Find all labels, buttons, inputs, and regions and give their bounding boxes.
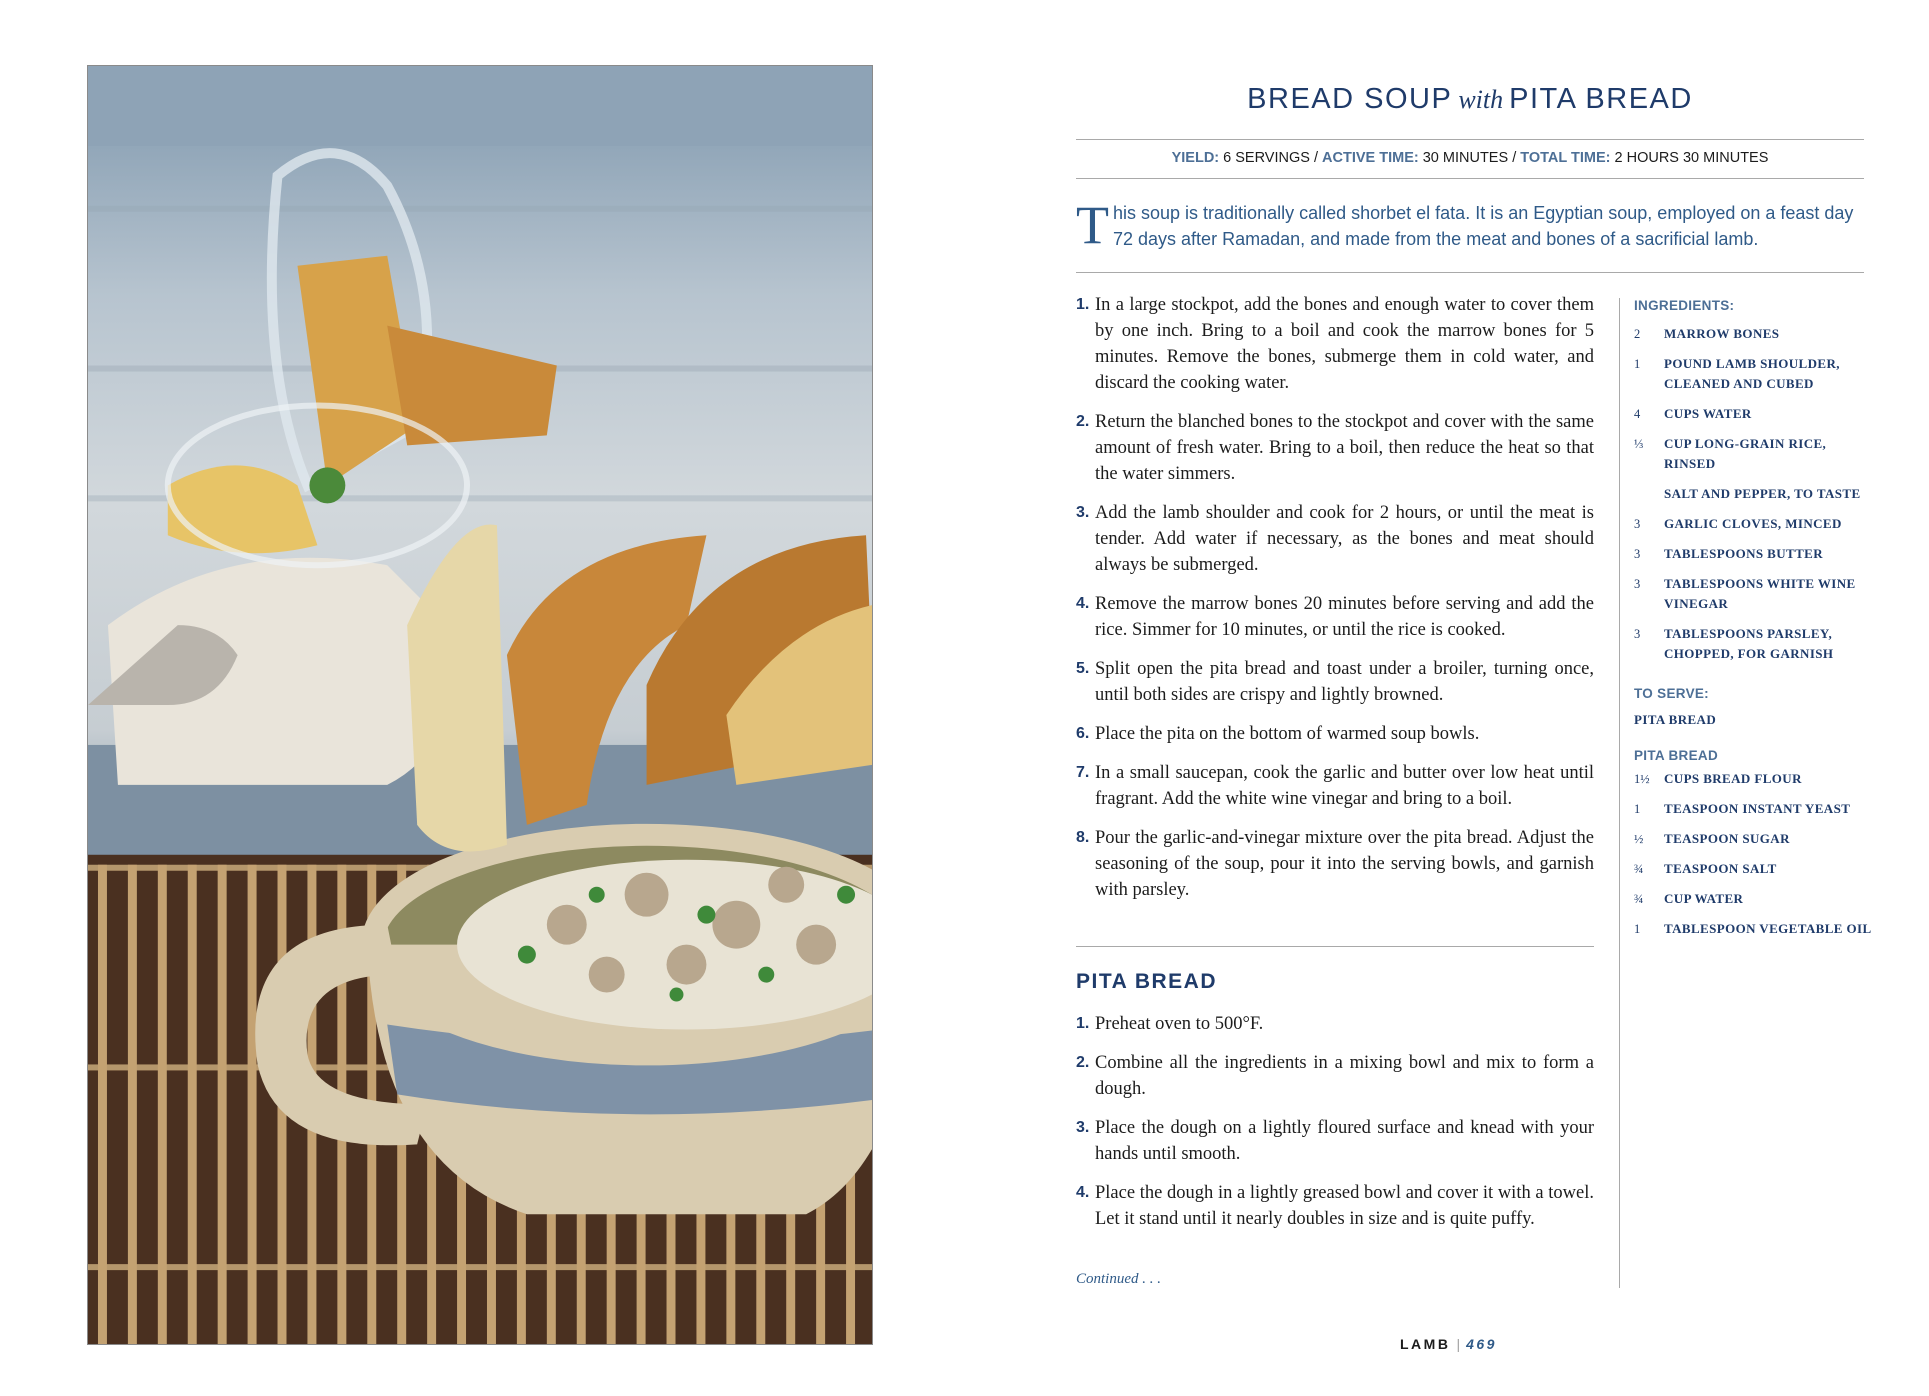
recipe-meta: [1076, 150, 1864, 166]
step-text: Remove the marrow bones 20 minutes before serving and add the rice. Simmer for 10 minutes, or until the rice is cooked.: [1095, 594, 1594, 640]
step-text: Place the dough in a lightly greased bowl and cover it with a towel. Let it stand until it nearly doubles in size and is quite puffy.: [1095, 1183, 1594, 1229]
step-text: Place the pita on the bottom of warmed soup bowls.: [1095, 724, 1480, 744]
ingredient-text: CUPS BREAD FLOUR: [1664, 771, 1802, 786]
ingredient-qty: 1: [1634, 357, 1641, 371]
ingredient-qty: 1: [1634, 922, 1641, 936]
intro-rule: [1076, 272, 1864, 273]
to-serve-heading: TO SERVE:: [1634, 686, 1709, 701]
step-text: Place the dough on a lightly floured surface and knead with your hands until smooth.: [1095, 1118, 1594, 1164]
pita-ingredients-list: [1634, 769, 1874, 939]
step-text: In a small saucepan, cook the garlic and butter over low heat until fragrant. Add the white wine vinegar and bring to a boil.: [1095, 763, 1594, 809]
step-item: [1076, 1050, 1594, 1102]
ingredient-qty: 2: [1634, 327, 1641, 341]
step-item: [1076, 500, 1594, 578]
step-text: Add the lamb shoulder and cook for 2 hours, or until the meat is tender. Add water if necessary, as the bones and meat should always be submerged.: [1095, 503, 1594, 575]
ingredient-qty: 4: [1634, 407, 1641, 421]
ingredient-text: TABLESPOONS BUTTER: [1664, 546, 1824, 561]
ingredient-qty: 3: [1634, 517, 1641, 531]
pita-ingredients-heading: PITA BREAD: [1634, 748, 1718, 763]
ingredient-item: [1634, 484, 1874, 504]
title-rule: [1076, 139, 1864, 140]
ingredients-heading: INGREDIENTS:: [1634, 298, 1735, 313]
ingredient-item: [1634, 434, 1874, 474]
step-number: 1.: [1076, 1015, 1090, 1032]
step-item: [1076, 292, 1594, 396]
ingredient-text: TEASPOON SALT: [1664, 861, 1777, 876]
step-item: [1076, 656, 1594, 708]
yield-value: 6 SERVINGS: [1223, 150, 1310, 166]
step-number: 7.: [1076, 764, 1090, 781]
step-item: [1076, 1115, 1594, 1167]
recipe-title: [1076, 83, 1864, 116]
ingredient-item: [1634, 919, 1874, 939]
step-item: [1076, 760, 1594, 812]
step-text: Return the blanched bones to the stockpot and cover with the same amount of fresh water. Bring to a boil, then reduce the heat so that the water simmers.: [1095, 412, 1594, 484]
step-number: 4.: [1076, 1184, 1090, 1201]
step-number: 6.: [1076, 725, 1090, 742]
ingredient-item: [1634, 574, 1874, 614]
pita-section-title: PITA BREAD: [1076, 970, 1217, 993]
step-number: 1.: [1076, 296, 1090, 313]
ingredient-qty: ½: [1634, 832, 1644, 846]
meta-rule: [1076, 178, 1864, 179]
meta-separator: /: [1512, 150, 1517, 166]
ingredient-item: [1634, 324, 1874, 344]
ingredient-text: TABLESPOONS PARSLEY, CHOPPED, FOR GARNISH: [1664, 626, 1834, 661]
ingredient-text: TABLESPOON VEGETABLE OIL: [1664, 921, 1872, 936]
step-text: In a large stockpot, add the bones and enough water to cover them by one inch. Bring to a boil and cook the marrow bones for 5 minutes. Remove the bones, submerge them in cold water, and discard the cooking water.: [1095, 295, 1594, 393]
ingredient-text: CUPS WATER: [1664, 406, 1752, 421]
column-divider: [1619, 298, 1620, 1288]
step-number: 3.: [1076, 504, 1090, 521]
ingredient-item: [1634, 889, 1874, 909]
step-item: [1076, 1180, 1594, 1232]
meta-separator: /: [1313, 150, 1318, 166]
ingredient-qty: ¾: [1634, 892, 1644, 906]
recipe-photo: [87, 65, 873, 1345]
soup-steps: [1076, 292, 1594, 916]
page-footer: [1400, 1336, 1497, 1352]
step-number: 5.: [1076, 660, 1090, 677]
ingredient-text: MARROW BONES: [1664, 326, 1780, 341]
ingredient-qty: ⅓: [1634, 437, 1644, 451]
step-item: [1076, 825, 1594, 903]
ingredient-text: CUP WATER: [1664, 891, 1744, 906]
step-item: [1076, 1011, 1594, 1037]
ingredient-item: [1634, 829, 1874, 849]
ingredient-text: SALT AND PEPPER, TO TASTE: [1664, 486, 1861, 501]
total-time-value: 2 HOURS 30 MINUTES: [1614, 150, 1769, 166]
title-with: with: [1458, 85, 1504, 114]
ingredient-text: GARLIC CLOVES, MINCED: [1664, 516, 1842, 531]
title-secondary: PITA BREAD: [1509, 83, 1693, 115]
recipe-intro: [1076, 195, 1866, 255]
ingredients-list: [1634, 324, 1874, 664]
ingredient-item: [1634, 354, 1874, 394]
active-time-value: 30 MINUTES: [1422, 150, 1509, 166]
step-number: 2.: [1076, 413, 1090, 430]
ingredient-qty: [1634, 484, 1664, 504]
ingredient-text: TEASPOON INSTANT YEAST: [1664, 801, 1851, 816]
active-time-label: ACTIVE TIME:: [1322, 150, 1419, 166]
step-number: 2.: [1076, 1054, 1090, 1071]
ingredient-qty: 3: [1634, 627, 1641, 641]
ingredient-text: TEASPOON SUGAR: [1664, 831, 1790, 846]
step-number: 8.: [1076, 829, 1090, 846]
step-item: [1076, 409, 1594, 487]
ingredient-qty: 1: [1634, 802, 1641, 816]
ingredient-qty: 3: [1634, 577, 1641, 591]
step-item: [1076, 591, 1594, 643]
intro-dropcap: T: [1076, 195, 1109, 255]
to-serve-item: PITA BREAD: [1634, 712, 1717, 727]
ingredient-item: [1634, 514, 1874, 534]
ingredient-qty: 1½: [1634, 772, 1650, 786]
section-rule: [1076, 946, 1594, 947]
ingredient-qty: 3: [1634, 547, 1641, 561]
ingredients-column: [1634, 298, 1874, 949]
footer-section: LAMB: [1400, 1336, 1451, 1352]
yield-label: YIELD:: [1171, 150, 1220, 166]
pita-steps: [1076, 1011, 1594, 1245]
ingredient-item: [1634, 859, 1874, 879]
ingredient-item: [1634, 769, 1874, 789]
page-number: 469: [1466, 1336, 1497, 1352]
intro-text: his soup is traditionally called shorbet el fata. It is an Egyptian soup, employed on a feast day 72 days after Ramadan, and made from the meat and bones of a sacrificial lamb.: [1113, 203, 1854, 249]
step-number: 4.: [1076, 595, 1090, 612]
soup-bowl-photo-illustration: [88, 66, 872, 1344]
total-time-label: TOTAL TIME:: [1520, 150, 1611, 166]
ingredient-item: [1634, 404, 1874, 424]
step-item: [1076, 721, 1594, 747]
step-text: Pour the garlic-and-vinegar mixture over the pita bread. Adjust the seasoning of the soup, pour it into the serving bowls, and garnish with parsley.: [1095, 828, 1594, 900]
ingredient-item: [1634, 624, 1874, 664]
title-main: BREAD SOUP: [1247, 83, 1453, 115]
ingredient-item: [1634, 799, 1874, 819]
ingredient-text: TABLESPOONS WHITE WINE VINEGAR: [1664, 576, 1856, 611]
step-text: Combine all the ingredients in a mixing bowl and mix to form a dough.: [1095, 1053, 1594, 1099]
step-text: Split open the pita bread and toast under a broiler, turning once, until both sides are crispy and lightly browned.: [1095, 659, 1594, 705]
continued-note: Continued . . .: [1076, 1271, 1161, 1287]
ingredient-text: POUND LAMB SHOULDER, CLEANED AND CUBED: [1664, 356, 1840, 391]
ingredient-text: CUP LONG-GRAIN RICE, RINSED: [1664, 436, 1827, 471]
footer-separator: |: [1456, 1336, 1461, 1352]
ingredient-qty: ¾: [1634, 862, 1644, 876]
step-number: 3.: [1076, 1119, 1090, 1136]
ingredient-item: [1634, 544, 1874, 564]
step-text: Preheat oven to 500°F.: [1095, 1014, 1264, 1034]
